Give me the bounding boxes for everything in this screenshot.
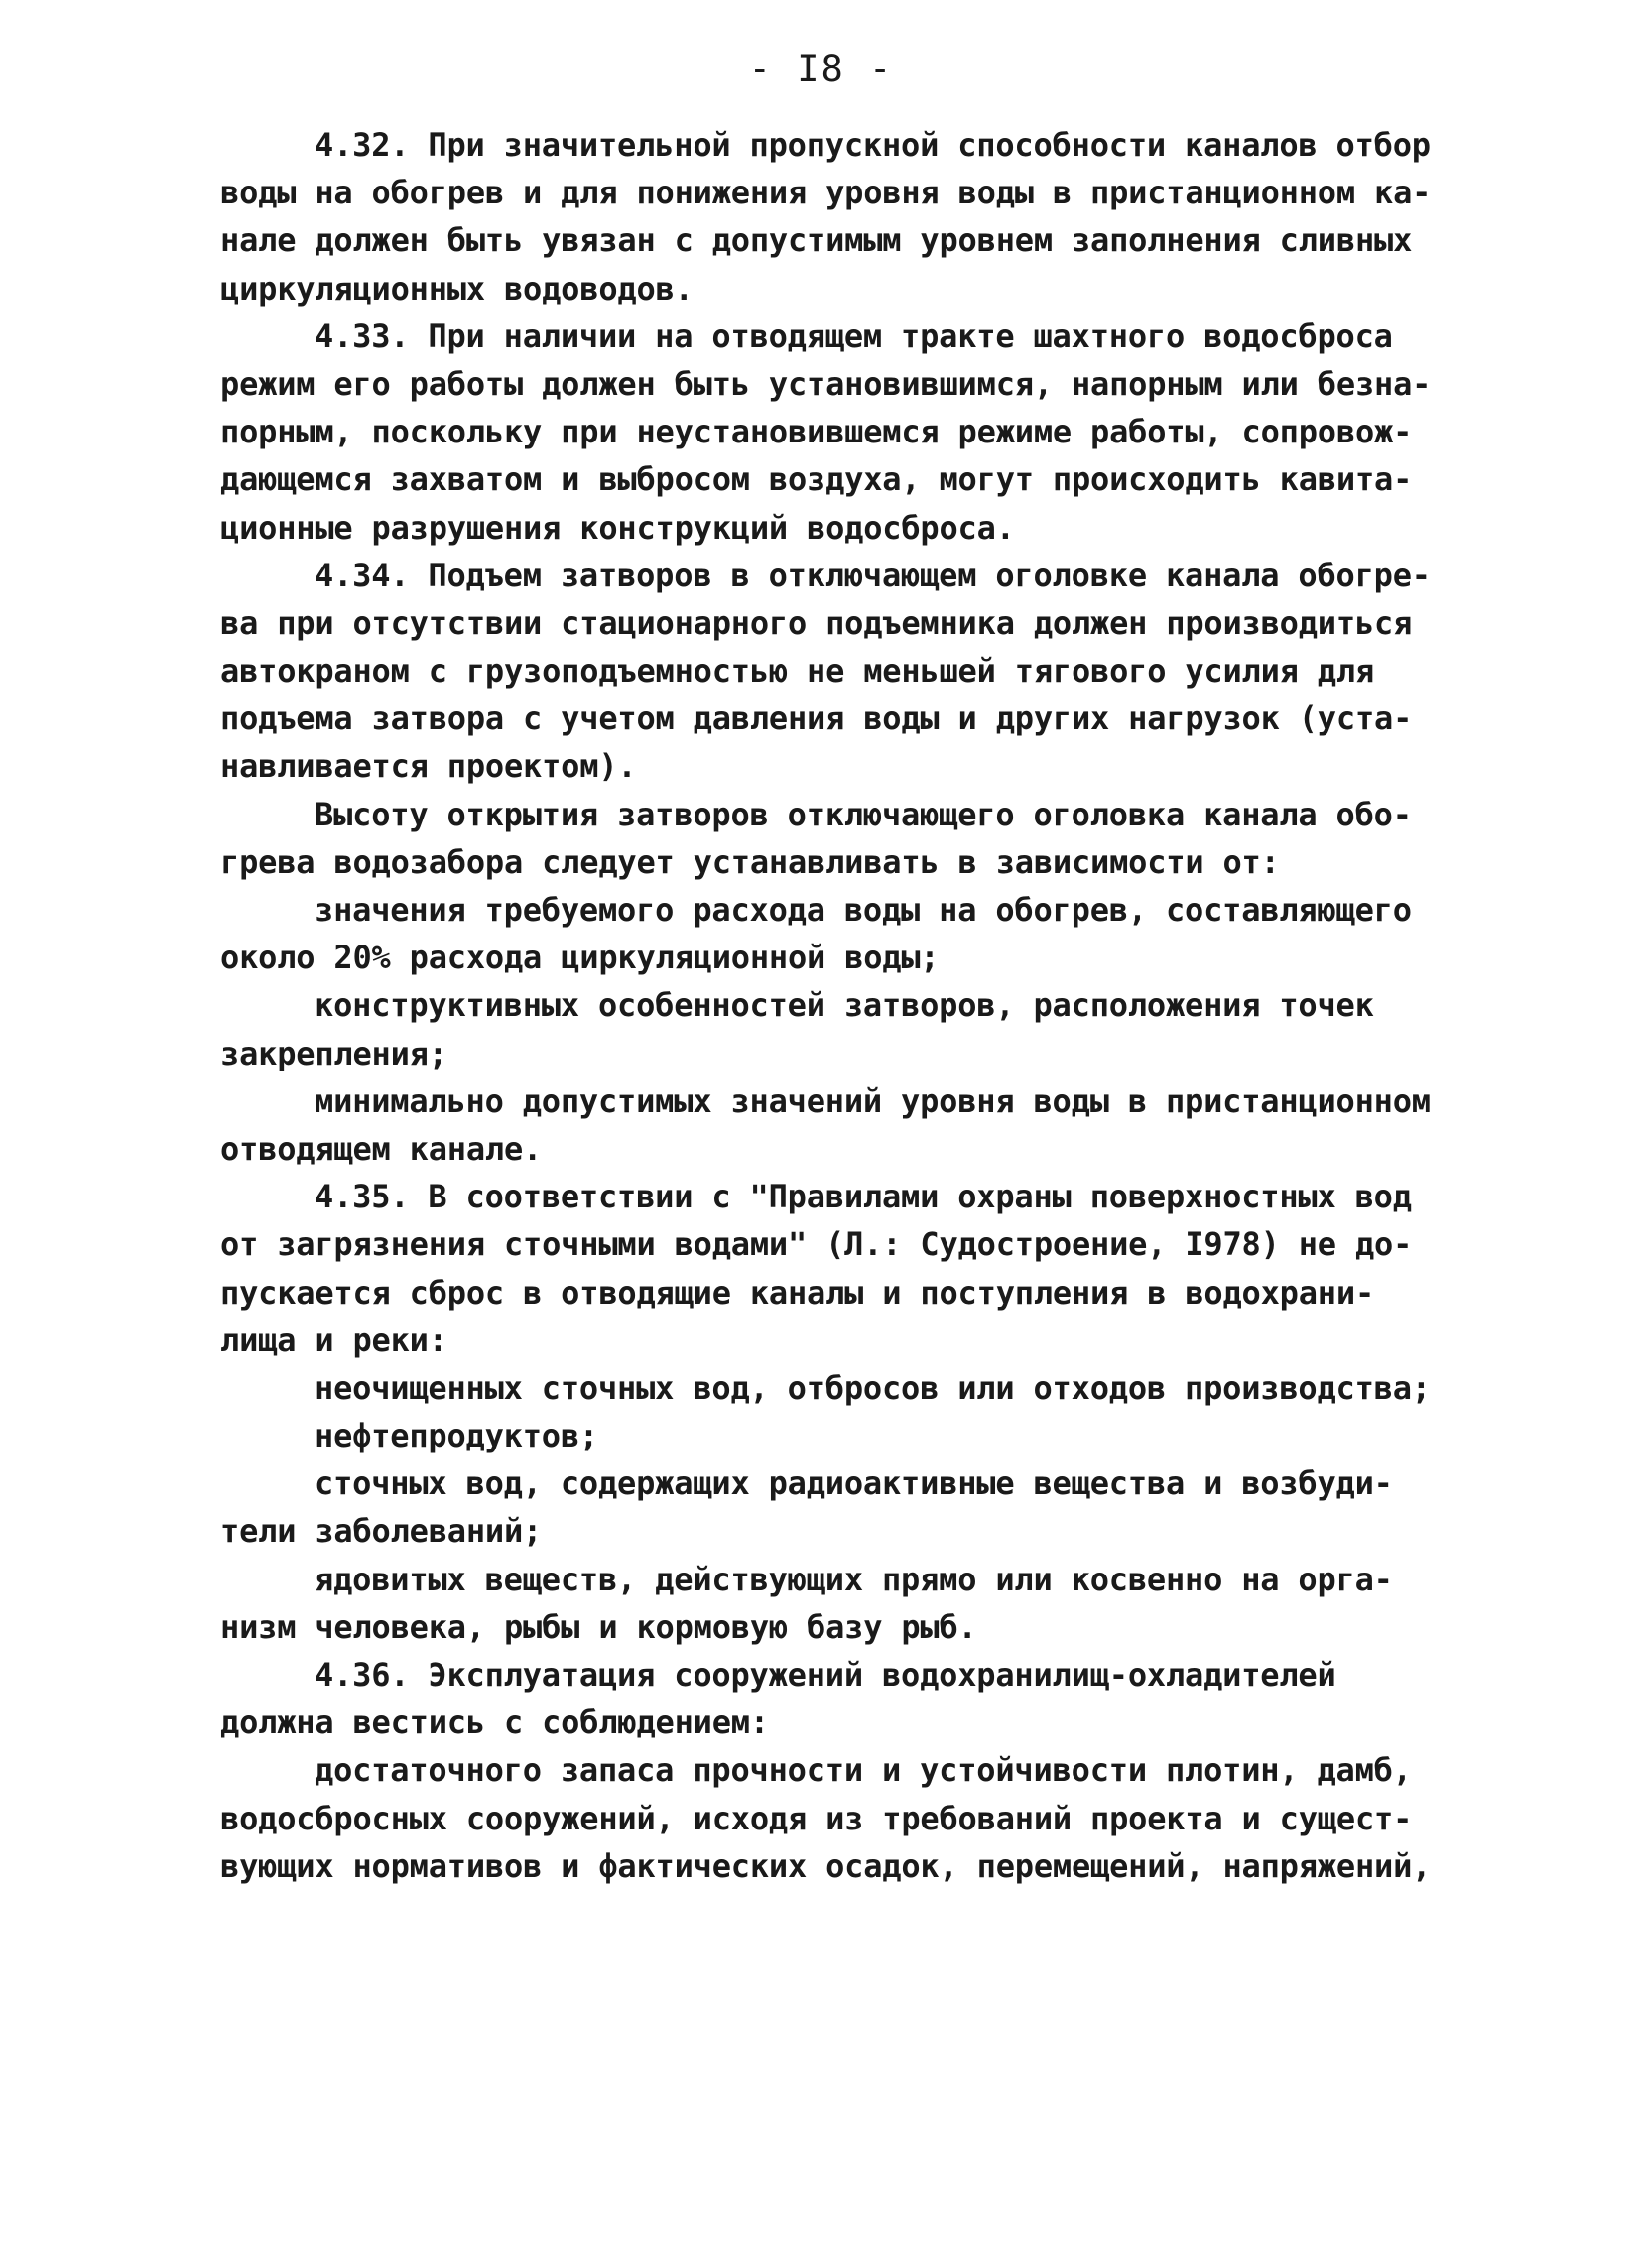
text-line: тели заболеваний; — [220, 1512, 543, 1551]
text-line: вующих нормативов и фактических осадок, перемещений, напряжений, — [220, 1846, 1432, 1885]
text-line: подъема затвора с учетом давления воды и других нагрузок (уста- — [220, 699, 1413, 738]
text-line: грева водозабора следует устанавливать в зависимости от: — [220, 842, 1280, 881]
text-line: около 20% расхода циркуляционной воды; — [220, 939, 940, 977]
text-line: 4.36. Эксплуатация сооружений водохранилищ-охладителей — [315, 1656, 1336, 1694]
text-line: пускается сброс в отводящие каналы и поступления в водохрани- — [220, 1273, 1375, 1312]
text-line: закрепления; — [220, 1034, 447, 1072]
text-line: водосбросных сооружений, исходя из требований проекта и сущест- — [220, 1799, 1413, 1837]
text-line: режим его работы должен быть установившимся, напорным или безна- — [220, 364, 1432, 403]
document-body — [220, 121, 1470, 1890]
text-line: 4.34. Подъем затворов в отключающем оголовке канала обогре- — [315, 556, 1431, 594]
text-line: отводящем канале. — [220, 1129, 543, 1168]
text-line: дающемся захватом и выбросом воздуха, могут происходить кавита- — [220, 460, 1413, 499]
text-line: нефтепродуктов; — [315, 1417, 598, 1455]
text-line: циркуляционных водоводов. — [220, 269, 694, 308]
text-line: от загрязнения сточными водами" (Л.: Судостроение, I978) не до- — [220, 1225, 1413, 1264]
text-line: воды на обогрев и для понижения уровня воды в пристанционном ка- — [220, 174, 1432, 212]
text-line: низм человека, рыбы и кормовую базу рыб. — [220, 1607, 977, 1646]
text-line: достаточного запаса прочности и устойчивости плотин, дамб, — [315, 1751, 1412, 1790]
text-line: нале должен быть увязан с допустимым уровнем заполнения сливных — [220, 221, 1413, 260]
text-line: автокраном с грузоподъемностью не меньшей тягового усилия для — [220, 652, 1375, 691]
text-line: ва при отсутствии стационарного подъемника должен производиться — [220, 603, 1413, 642]
text-line: 4.32. При значительной пропускной способности каналов отбор — [315, 126, 1431, 164]
text-line: ционные разрушения конструкций водосброса. — [220, 508, 1015, 547]
text-line: значения требуемого расхода воды на обогрев, составляющего — [315, 891, 1412, 929]
text-line: неочищенных сточных вод, отбросов или отходов производства; — [315, 1368, 1431, 1407]
text-line: навливается проектом). — [220, 747, 637, 786]
page-number: - I8 - — [748, 48, 894, 90]
text-line: должна вестись с соблюдением: — [220, 1703, 769, 1742]
text-line: лища и реки: — [220, 1321, 447, 1359]
text-line: ядовитых веществ, действующих прямо или косвенно на орга- — [315, 1560, 1393, 1598]
text-line: минимально допустимых значений уровня воды в пристанционном — [315, 1081, 1431, 1120]
text-line: 4.35. В соответствии с "Правилами охраны поверхностных вод — [315, 1178, 1412, 1216]
text-line: Высоту открытия затворов отключающего оголовка канала обо- — [315, 795, 1412, 833]
text-line: конструктивных особенностей затворов, расположения точек — [315, 986, 1374, 1025]
text-line: сточных вод, содержащих радиоактивные вещества и возбуди- — [315, 1464, 1393, 1503]
text-line: порным, поскольку при неустановившемся режиме работы, сопровож- — [220, 413, 1413, 451]
text-line: 4.33. При наличии на отводящем тракте шахтного водосброса — [315, 316, 1393, 355]
